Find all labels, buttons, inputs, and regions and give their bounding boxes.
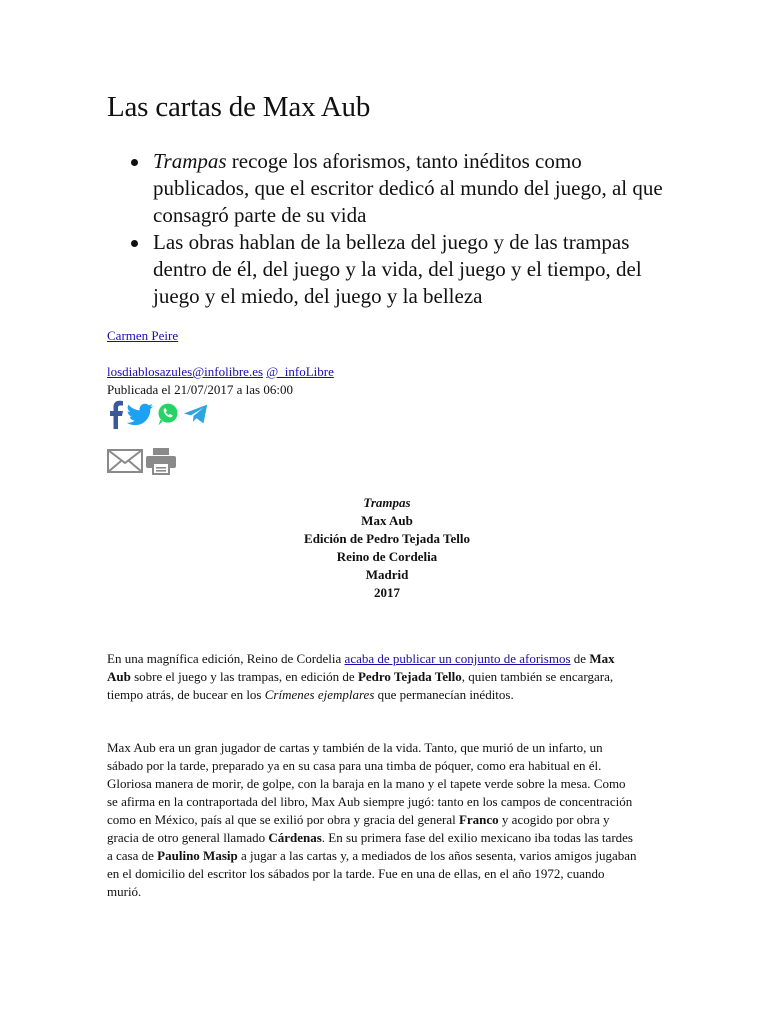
- facebook-icon[interactable]: [107, 399, 125, 429]
- article-paragraph: [107, 739, 637, 901]
- bold-name: Pedro Tejada Tello: [357, 669, 462, 684]
- email-icon[interactable]: [107, 448, 143, 474]
- paragraph-text: de: [570, 651, 590, 666]
- bold-name: Max Aub: [107, 651, 615, 684]
- twitter-link[interactable]: @_infoLibre: [266, 364, 334, 379]
- share-bar: [107, 398, 211, 430]
- book-publisher: Reino de Cordelia: [336, 549, 438, 564]
- bullet-icon: [131, 240, 138, 247]
- paragraph-text: . En su primera fase del exilio mexicano iba todas las tardes a casa de: [107, 830, 633, 863]
- author-link[interactable]: Carmen Peire: [107, 328, 179, 343]
- summary-item: [107, 148, 667, 229]
- book-details: [207, 494, 567, 602]
- summary-text: recoge los aforismos, tanto inéditos como publicados, que el escritor dedicó al mundo del juego, al que consagró parte de su vida: [153, 149, 663, 227]
- twitter-icon[interactable]: [126, 399, 154, 429]
- paragraph-text: , quien también se encargara, tiempo atrás, de bucear en los: [107, 669, 614, 702]
- telegram-icon[interactable]: [182, 399, 210, 429]
- book-city: Madrid: [365, 567, 409, 582]
- whatsapp-icon[interactable]: [155, 399, 181, 429]
- summary-list: [107, 148, 667, 310]
- paragraph-text: En una magnífica edición, Reino de Cordelia: [107, 651, 345, 666]
- byline-author: [107, 328, 178, 344]
- article-paragraph: [107, 650, 637, 704]
- bullet-icon: [131, 159, 138, 166]
- paragraph-text: sobre el juego y las trampas, en edición de: [130, 669, 358, 684]
- page-title: Las cartas de Max Aub: [107, 91, 371, 123]
- paragraph-text: Max Aub era un gran jugador de cartas y también de la vida. Tanto, que murió de un infarto, un sábado por la tarde, preparado ya en su casa para una timba de póquer, como era habitual en él. Gloriosa manera de morir, de golpe, con la baraja en la mano y el tapete verde sobre la mesa. Como se afirma en la contraportada del libro, Max Aub siempre jugó: tanto en los campos de concentración como en México, país al que se exilió por obra y gracia del general: [107, 740, 633, 827]
- bold-name: Paulino Masip: [157, 848, 238, 863]
- book-author: Max Aub: [361, 513, 413, 528]
- italic-title: Crímenes ejemplares: [264, 687, 375, 702]
- summary-text: Las obras hablan de la belleza del juego y de las trampas dentro de él, del juego y la vida, del juego y el tiempo, del juego y el miedo, del juego y la belleza: [153, 230, 642, 308]
- byline-contacts: [107, 364, 334, 380]
- summary-item: [107, 229, 667, 310]
- book-edition: Edición de Pedro Tejada Tello: [304, 531, 470, 546]
- bold-name: Franco: [458, 812, 499, 827]
- book-title: Trampas: [363, 495, 411, 510]
- paragraph-text: que permanecían inéditos.: [374, 687, 514, 702]
- print-icon[interactable]: [145, 447, 177, 475]
- paragraph-text: y acogido por obra y gracia de otro general llamado: [107, 812, 610, 845]
- summary-emphasis: Trampas: [153, 149, 227, 173]
- bold-name: Cárdenas: [268, 830, 322, 845]
- publish-date: Publicada el 21/07/2017 a las 06:00: [107, 382, 293, 397]
- publication-link[interactable]: acaba de publicar un conjunto de aforismos: [344, 651, 571, 666]
- tools-bar: [107, 446, 177, 476]
- book-year: 2017: [374, 585, 400, 600]
- paragraph-text: a jugar a las cartas y, a mediados de los años sesenta, varios amigos jugaban en el domicilio del escritor los sábados por la tarde. Fue en una de ellas, en el año 1972, cuando murió.: [107, 848, 637, 899]
- email-link[interactable]: losdiablosazules@infolibre.es: [107, 364, 264, 379]
